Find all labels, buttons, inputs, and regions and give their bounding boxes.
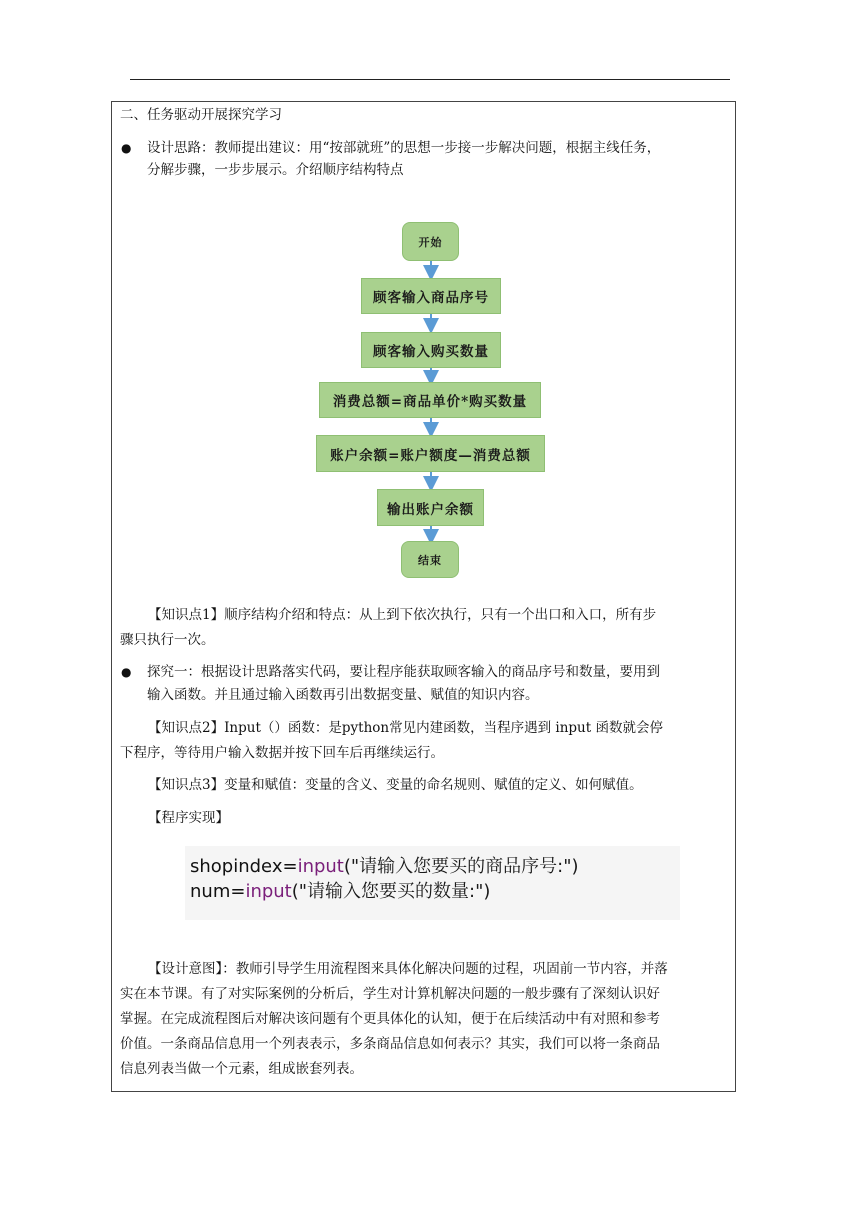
- flow-end: 结束: [401, 541, 459, 578]
- explore1-line1: 探究一：根据设计思路落实代码，要让程序能获取顾客输入的商品序号和数量，要用到: [147, 664, 660, 680]
- code-line-1: [190, 854, 579, 880]
- code-func-1: input: [297, 856, 344, 877]
- design-idea-line1: 设计思路：教师提出建议：用“按部就班”的思想一步接一步解决问题，根据主线任务，: [147, 140, 661, 156]
- code-arg-2: ("请输入您要买的数量:"): [291, 881, 491, 902]
- design-intent: [120, 957, 728, 1082]
- knowledge-point-2: [120, 716, 728, 766]
- code-var-1: shopindex=: [190, 856, 298, 877]
- intent-line4: 价值。一条商品信息用一个列表表示，多条商品信息如何表示？其实，我们可以将一条商品: [120, 1036, 660, 1052]
- knowledge-point-1: [120, 603, 728, 653]
- code-line-2: [190, 879, 490, 905]
- explore1-line2: 输入函数。并且通过输入函数再引出数据变量、赋值的知识内容。: [147, 687, 539, 703]
- kp2-line2: 下程序，等待用户输入数据并按下回车后再继续运行。: [120, 745, 444, 761]
- program-impl-title: 【程序实现】: [148, 810, 229, 826]
- kp1-line1: 【知识点1】顺序结构介绍和特点：从上到下依次执行，只有一个出口和入口，所有步: [148, 607, 657, 623]
- kp1-line2: 骤只执行一次。: [120, 632, 215, 648]
- code-func-2: input: [245, 881, 292, 902]
- bullet-icon: ●: [121, 665, 132, 679]
- bullet-icon: ●: [121, 141, 132, 155]
- intent-line2: 实在本节课。有了对实际案例的分析后，学生对计算机解决问题的一般步骤有了深刻认识好: [120, 986, 660, 1002]
- flow-step-4: 账户余额=账户额度—消费总额: [316, 435, 545, 472]
- design-idea-line2: 分解步骤，一步步展示。介绍顺序结构特点: [147, 162, 404, 178]
- flow-step-2: 顾客输入购买数量: [361, 332, 501, 368]
- intent-line1: 【设计意图】：教师引导学生用流程图来具体化解决问题的过程，巩固前一节内容，并落: [148, 961, 668, 977]
- flow-step-3: 消费总额=商品单价*购买数量: [319, 382, 541, 418]
- knowledge-point-3: 【知识点3】变量和赋值：变量的含义、变量的命名规则、赋值的定义、如何赋值。: [148, 777, 643, 793]
- flow-step-1: 顾客输入商品序号: [361, 278, 501, 314]
- section-title: 二、任务驱动开展探究学习: [120, 107, 282, 123]
- intent-line3: 掌握。在完成流程图后对解决该问题有个更具体化的认知，便于在后续活动中有对照和参考: [120, 1011, 660, 1027]
- kp2-line1: 【知识点2】Input（）函数：是python常见内建函数，当程序遇到 input 函数就会停: [148, 720, 663, 736]
- flow-step-5: 输出账户余额: [377, 489, 484, 526]
- intent-line5: 信息列表当做一个元素，组成嵌套列表。: [120, 1061, 363, 1077]
- code-arg-1: ("请输入您要买的商品序号:"): [343, 856, 579, 877]
- flow-start: 开始: [402, 222, 459, 261]
- code-var-2: num=: [190, 881, 246, 902]
